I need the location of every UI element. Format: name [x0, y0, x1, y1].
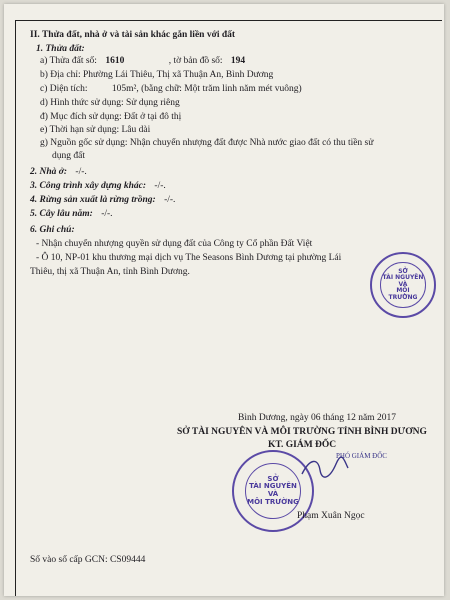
construction-line — [30, 181, 166, 191]
official-seal — [370, 252, 436, 318]
deputy-title: PHÓ GIÁM ĐỐC — [336, 452, 387, 460]
signer-name: Phạm Xuân Ngọc — [297, 511, 365, 521]
usage-form-line: d) Hình thức sử dụng: Sử dụng riêng — [40, 98, 180, 108]
forest-value: -/-. — [164, 195, 176, 205]
signature-seal-text-4: MÔI TRƯỜNG — [247, 497, 299, 506]
perennial-value: -/-. — [101, 209, 113, 219]
seal-text-4: MÔI TRƯỜNG — [388, 287, 418, 301]
registry-number: Số vào sổ cấp GCN: CS09444 — [30, 555, 146, 565]
house-label: 2. Nhà ở: — [30, 167, 68, 177]
handwritten-signature — [300, 456, 350, 485]
seal-text-3: VÀ — [398, 280, 408, 288]
area-label: c) Diện tích: — [40, 84, 88, 94]
construction-value: -/-. — [154, 181, 166, 191]
forest-line — [30, 195, 175, 205]
area-value: 105m², (bằng chữ: Một trăm linh năm mét vuông) — [111, 84, 302, 94]
seal-inner — [380, 262, 425, 307]
notes-line-2: - Ô 10, NP-01 khu thương mại dịch vụ The Seasons Bình Dương tại phường Lái — [36, 253, 342, 263]
map-sheet-label: , tờ bản đồ số: — [168, 56, 223, 66]
usage-purpose-line: đ) Mục đích sử dụng: Đất ở tại đô thị — [40, 112, 182, 122]
origin-line: g) Nguồn gốc sử dụng: Nhận chuyển nhượng đất được Nhà nước giao đất có thu tiền sử — [40, 138, 374, 148]
area-line — [40, 84, 302, 94]
place-date: Bình Dương, ngày 06 tháng 12 năm 2017 — [238, 413, 396, 423]
construction-label: 3. Công trình xây dựng khác: — [30, 181, 147, 191]
issuing-agency: SỞ TÀI NGUYÊN VÀ MÔI TRƯỜNG TỈNH BÌNH DƯƠNG — [177, 427, 427, 437]
parcel-label: a) Thửa đất số: — [40, 56, 97, 66]
signer-role: KT. GIÁM ĐỐC — [268, 440, 337, 450]
land-heading: 1. Thửa đất: — [36, 44, 85, 54]
signature-seal-inner — [245, 463, 302, 520]
notes-line-1: - Nhận chuyển nhượng quyền sử dụng đất của Công ty Cổ phần Đất Việt — [36, 239, 313, 249]
house-value: -/-. — [75, 167, 87, 177]
perennial-label: 5. Cây lâu năm: — [30, 209, 93, 219]
house-line — [30, 167, 87, 177]
forest-label: 4. Rừng sản xuất là rừng trồng: — [30, 195, 156, 205]
address-line: b) Địa chỉ: Phường Lái Thiêu, Thị xã Thuận An, Bình Dương — [40, 70, 274, 80]
perennial-line — [30, 209, 113, 219]
signature-seal-text-1: SỞ — [267, 474, 279, 483]
origin-line-cont: dụng đất — [52, 151, 85, 161]
map-sheet-number: 194 — [230, 56, 246, 66]
seal-text-2: TÀI NGUYÊN — [382, 274, 424, 282]
usage-term-line: e) Thời hạn sử dụng: Lâu dài — [40, 125, 151, 135]
seal-text-1: SỞ — [398, 267, 408, 275]
section-title: II. Thửa đất, nhà ở và tài sản khác gắn liền với đất — [30, 30, 236, 40]
parcel-line — [40, 56, 245, 66]
signature-seal-text-3: VÀ — [267, 490, 279, 498]
signature-stroke — [300, 456, 350, 480]
notes-label: 6. Ghi chú: — [30, 225, 75, 235]
signature-seal-text-2: TÀI NGUYÊN — [249, 482, 297, 491]
notes-line-3: Thiêu, thị xã Thuận An, tỉnh Bình Dương. — [30, 267, 190, 277]
parcel-number: 1610 — [105, 56, 125, 66]
